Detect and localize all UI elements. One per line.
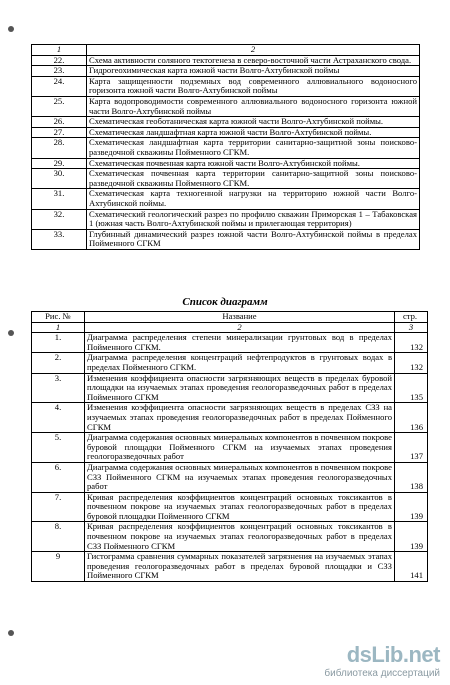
row-page: 137: [395, 433, 428, 463]
table-row: [32, 552, 428, 582]
row-title: Гидрогеохимическая карта южной части Волго-Ахтубинской поймы: [87, 66, 420, 77]
diagram-list-title: Список диаграмм: [182, 296, 268, 308]
row-title: Схематический геологический разрез по профилю скважин Приморская 1 – Табаковская 1 (южная часть Волго-Ахтубинской поймы и прилегающая территория): [87, 209, 420, 229]
row-number: 28.: [32, 138, 87, 158]
row-title: Изменения коэффициента опасности загрязняющих веществ в пределах СЗЗ на изучаемых этапах проведения геологоразведочных работ в пределах Пойменного СГКМ: [85, 403, 395, 433]
table-row: [32, 138, 420, 158]
row-page: 132: [395, 333, 428, 353]
table-row: [32, 353, 428, 373]
row-number: 2.: [32, 353, 85, 373]
row-number: 3.: [32, 373, 85, 403]
maps-table: [31, 44, 420, 250]
row-title: Диаграмма содержания основных минеральных компонентов в почвенном покрове СЗЗ Пойменного СГКМ на изучаемых этапах проведения геологоразведочных работ: [85, 462, 395, 492]
row-page: 132: [395, 353, 428, 373]
row-number: 6.: [32, 462, 85, 492]
row-number: 9: [32, 552, 85, 582]
watermark-logo-main: dsLib: [346, 642, 403, 667]
row-title: Схематическая карта техногенной нагрузки на территорию южной части Волго-Ахтубинской поймы.: [87, 189, 420, 209]
row-number: 30.: [32, 169, 87, 189]
row-title: Схематическая геоботаническая карта южной части Волго-Ахтубинской поймы.: [87, 117, 420, 128]
table-row: [32, 333, 428, 353]
table-row: [32, 127, 420, 138]
row-number: 1.: [32, 333, 85, 353]
table-row: [32, 492, 428, 522]
header-col-1: 1: [32, 45, 87, 56]
row-page: 139: [395, 492, 428, 522]
row-title: Кривая распределения коэффициентов концентраций основных токсикантов в почвенном покрове на изучаемых этапах геологоразведочных работ в пределах СЗЗ Пойменного СГКМ: [85, 522, 395, 552]
row-number: 7.: [32, 492, 85, 522]
row-title: Схематическая почвенная карта южной части Волго-Ахтубинской поймы.: [87, 158, 420, 169]
row-number: 33.: [32, 229, 87, 249]
row-title: Диаграмма распределения степени минерализации грунтовых вод в пределах Пойменного СГКМ.: [85, 333, 395, 353]
table-row: [32, 229, 420, 249]
row-title: Схема активности соляного тектогенеза в северо-восточной части Астраханского свода.: [87, 55, 420, 66]
header-page: стр.: [395, 312, 428, 323]
table-row: [32, 96, 420, 116]
header-title: Название: [85, 312, 395, 323]
binding-hole-mark: [8, 330, 14, 336]
row-number: 32.: [32, 209, 87, 229]
table-row: [32, 462, 428, 492]
table-row: [32, 169, 420, 189]
header-col-2: 2: [87, 45, 420, 56]
row-number: 22.: [32, 55, 87, 66]
binding-hole-mark: [8, 26, 14, 32]
row-page: 138: [395, 462, 428, 492]
table-row: [32, 403, 428, 433]
table-row: [32, 76, 420, 96]
row-number: 31.: [32, 189, 87, 209]
header-fig-no: Рис. №: [32, 312, 85, 323]
row-title: Схематическая ландшафтная карта территории санитарно-защитной зоны поисково-разведочной скважины Пойменного СГКМ.: [87, 138, 420, 158]
row-title: Схематическая почвенная карта территории санитарно-защитной зоны поисково-разведочной скважины Пойменного СГКМ.: [87, 169, 420, 189]
row-title: Диаграмма содержания основных минеральных компонентов в почвенном покрове буровой площадки Пойменного СГКМ на изучаемых этапах проведения геологоразведочных работ: [85, 433, 395, 463]
row-number: 24.: [32, 76, 87, 96]
row-number: 26.: [32, 117, 87, 128]
binding-hole-mark: [8, 630, 14, 636]
row-page: 136: [395, 403, 428, 433]
row-title: Гистограмма сравнения суммарных показателей загрязнения на изучаемых этапах проведения геологоразведочных работ в пределах буровой площадки и СЗЗ Пойменного СГКМ: [85, 552, 395, 582]
table-row: [32, 433, 428, 463]
watermark-logo: [324, 642, 440, 668]
row-number: 8.: [32, 522, 85, 552]
row-title: Схематическая ландшафтная карта южной части Волго-Ахтубинской поймы.: [87, 127, 420, 138]
table-row: [32, 373, 428, 403]
row-page: 135: [395, 373, 428, 403]
table-header-row: [32, 312, 428, 323]
table-row: [32, 189, 420, 209]
row-title: Кривая распределения коэффициентов концентраций основных токсикантов в почвенном покрове на изучаемых этапах геологоразведочных работ в пределах буровой площадки Пойменного СГКМ: [85, 492, 395, 522]
table-row: [32, 117, 420, 128]
row-number: 27.: [32, 127, 87, 138]
watermark-logo-tld: .net: [402, 642, 440, 667]
watermark: [324, 642, 440, 679]
row-number: 29.: [32, 158, 87, 169]
row-title: Глубинный динамический разрез южной части Волго-Ахтубинской поймы в пределах Пойменного СГКМ: [87, 229, 420, 249]
row-number: 4.: [32, 403, 85, 433]
index-col-1: 1: [32, 322, 85, 333]
row-title: Карта защищенности подземных вод современного аллювиального водоносного горизонта южной части Волго-Ахтубинской поймы: [87, 76, 420, 96]
row-title: Диаграмма распределения концентраций нефтепродуктов в грунтовых водах в пределах Пойменного СГКМ.: [85, 353, 395, 373]
row-page: 139: [395, 522, 428, 552]
table-header-row: [32, 45, 420, 56]
row-title: Изменения коэффициента опасности загрязняющих веществ в пределах буровой площадки на изучаемых этапах проведения геологоразведочных работ в пределах Пойменного СГКМ: [85, 373, 395, 403]
row-number: 23.: [32, 66, 87, 77]
index-col-2: 2: [85, 322, 395, 333]
row-page: 141: [395, 552, 428, 582]
index-col-3: 3: [395, 322, 428, 333]
watermark-subtitle: библиотека диссертаций: [324, 668, 440, 679]
table-index-row: [32, 322, 428, 333]
table-row: [32, 55, 420, 66]
row-number: 25.: [32, 96, 87, 116]
diagrams-table: [31, 311, 428, 582]
table-row: [32, 209, 420, 229]
table-row: [32, 522, 428, 552]
row-number: 5.: [32, 433, 85, 463]
table-row: [32, 66, 420, 77]
row-title: Карта водопроводимости современного аллювиального водоносного горизонта южной части Волго-Ахтубинской поймы: [87, 96, 420, 116]
table-row: [32, 158, 420, 169]
